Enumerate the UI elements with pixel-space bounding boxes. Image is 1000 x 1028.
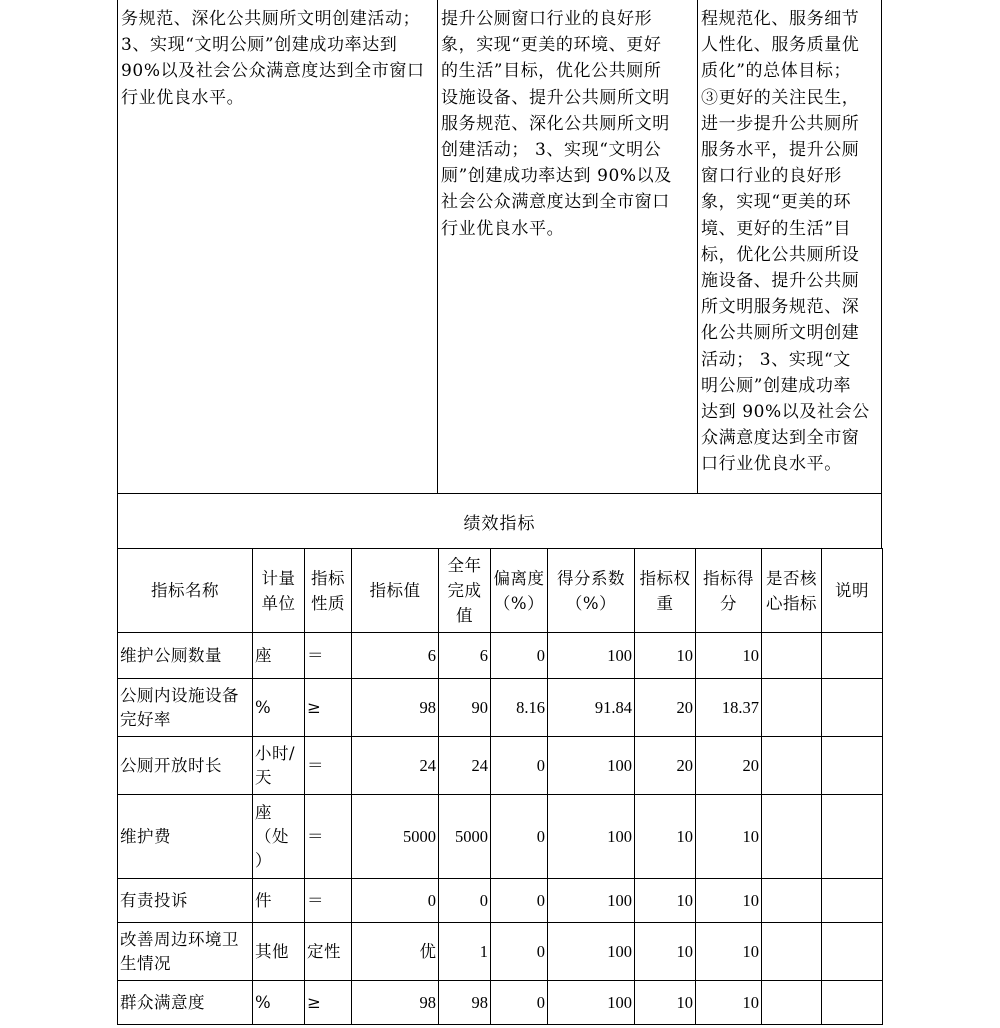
- header-unit: 计量 单位: [253, 549, 305, 633]
- cell-note: [822, 633, 883, 679]
- cell-name: 维护公厕数量: [118, 633, 253, 679]
- cell-target: 0: [352, 879, 439, 923]
- table-row: [118, 737, 883, 795]
- header-actual: 全年 完成 值: [439, 549, 491, 633]
- cell-note: [822, 981, 883, 1025]
- cell-deviation: 0: [491, 795, 548, 879]
- cell-name: 群众满意度: [118, 981, 253, 1025]
- cell-target: 5000: [352, 795, 439, 879]
- table-row: [118, 879, 883, 923]
- cell-coef: 100: [548, 879, 635, 923]
- header-coefficient: 得分系数 （%）: [548, 549, 635, 633]
- cell-core: [762, 923, 822, 981]
- goal-text-column-2: 提升公厕窗口行业的良好形 象，实现“更美的环境、更好 的生活”目标，优化公共厕所 设施设备、提升公共厕所文明 服务规范、深化公共厕所文明 创建活动； 3、实现“文明公 厕”创建成功率达到 90%以及 社会公众满意度达到全市窗口 行业优良水平。: [438, 0, 698, 494]
- cell-unit: 其他: [253, 923, 305, 981]
- table-header-row: [118, 549, 883, 633]
- cell-nature: ＝: [305, 633, 352, 679]
- cell-unit: %: [253, 981, 305, 1025]
- header-name: 指标名称: [118, 549, 253, 633]
- metrics-table: [117, 548, 883, 1025]
- cell-coef: 100: [548, 633, 635, 679]
- cell-core: [762, 879, 822, 923]
- cell-target: 6: [352, 633, 439, 679]
- cell-actual: 90: [439, 679, 491, 737]
- cell-target: 优: [352, 923, 439, 981]
- cell-score: 10: [696, 879, 762, 923]
- cell-unit: 小时/ 天: [253, 737, 305, 795]
- header-core: 是否核 心指标: [762, 549, 822, 633]
- cell-name: 公厕开放时长: [118, 737, 253, 795]
- header-nature: 指标 性质: [305, 549, 352, 633]
- cell-unit: %: [253, 679, 305, 737]
- cell-note: [822, 679, 883, 737]
- cell-note: [822, 879, 883, 923]
- cell-weight: 20: [635, 679, 696, 737]
- cell-coef: 100: [548, 737, 635, 795]
- cell-score: 10: [696, 633, 762, 679]
- cell-note: [822, 923, 883, 981]
- cell-nature: ＝: [305, 795, 352, 879]
- cell-actual: 1: [439, 923, 491, 981]
- cell-coef: 100: [548, 981, 635, 1025]
- cell-score: 18.37: [696, 679, 762, 737]
- cell-weight: 10: [635, 633, 696, 679]
- cell-nature: ＝: [305, 737, 352, 795]
- cell-name: 改善周边环境卫 生情况: [118, 923, 253, 981]
- cell-actual: 24: [439, 737, 491, 795]
- cell-score: 10: [696, 923, 762, 981]
- cell-coef: 100: [548, 795, 635, 879]
- cell-deviation: 0: [491, 633, 548, 679]
- header-deviation: 偏离度 （%）: [491, 549, 548, 633]
- cell-weight: 20: [635, 737, 696, 795]
- cell-coef: 91.84: [548, 679, 635, 737]
- section-title: 绩效指标: [117, 493, 882, 549]
- table-row: [118, 679, 883, 737]
- cell-name: 公厕内设施设备 完好率: [118, 679, 253, 737]
- cell-score: 20: [696, 737, 762, 795]
- header-score: 指标得 分: [696, 549, 762, 633]
- cell-nature: ＝: [305, 879, 352, 923]
- cell-nature: ≥: [305, 981, 352, 1025]
- cell-nature: 定性: [305, 923, 352, 981]
- cell-weight: 10: [635, 981, 696, 1025]
- cell-note: [822, 795, 883, 879]
- cell-core: [762, 737, 822, 795]
- goal-text-column-1: 务规范、深化公共厕所文明创建活动； 3、实现“文明公厕”创建成功率达到 90%以及社会公众满意度达到全市窗口 行业优良水平。: [118, 0, 438, 494]
- cell-actual: 0: [439, 879, 491, 923]
- cell-weight: 10: [635, 795, 696, 879]
- header-weight: 指标权 重: [635, 549, 696, 633]
- table-row: [118, 795, 883, 879]
- table-row: [118, 981, 883, 1025]
- cell-target: 24: [352, 737, 439, 795]
- cell-note: [822, 737, 883, 795]
- cell-unit: 座: [253, 633, 305, 679]
- header-target: 指标值: [352, 549, 439, 633]
- cell-nature: ≥: [305, 679, 352, 737]
- cell-core: [762, 633, 822, 679]
- cell-deviation: 0: [491, 879, 548, 923]
- header-note: 说明: [822, 549, 883, 633]
- cell-name: 有责投诉: [118, 879, 253, 923]
- cell-deviation: 0: [491, 923, 548, 981]
- cell-core: [762, 679, 822, 737]
- cell-actual: 5000: [439, 795, 491, 879]
- cell-actual: 6: [439, 633, 491, 679]
- cell-name: 维护费: [118, 795, 253, 879]
- table-row: [118, 633, 883, 679]
- cell-weight: 10: [635, 879, 696, 923]
- cell-score: 10: [696, 981, 762, 1025]
- cell-score: 10: [696, 795, 762, 879]
- cell-unit: 座 （处 ）: [253, 795, 305, 879]
- cell-unit: 件: [253, 879, 305, 923]
- cell-core: [762, 981, 822, 1025]
- goal-description-row: [117, 0, 882, 494]
- cell-weight: 10: [635, 923, 696, 981]
- cell-deviation: 0: [491, 981, 548, 1025]
- cell-target: 98: [352, 679, 439, 737]
- cell-target: 98: [352, 981, 439, 1025]
- cell-deviation: 0: [491, 737, 548, 795]
- goal-text-column-3: 程规范化、服务细节 人性化、服务质量优 质化”的总体目标； ③更好的关注民生， 进一步提升公共厕所 服务水平，提升公厕 窗口行业的良好形 象，实现“更美的环 境、更好的生活”目 标，优化公共厕所设 施设备、提升公共厕 所文明服务规范、深 化公共厕所文明创建 活动； 3、实现“文 明公厕”创建成功率 达到 90%以及社会公 众满意度达到全市窗 口行业优良水平。: [701, 9, 870, 475]
- cell-core: [762, 795, 822, 879]
- table-row: [118, 923, 883, 981]
- cell-deviation: 8.16: [491, 679, 548, 737]
- cell-coef: 100: [548, 923, 635, 981]
- cell-actual: 98: [439, 981, 491, 1025]
